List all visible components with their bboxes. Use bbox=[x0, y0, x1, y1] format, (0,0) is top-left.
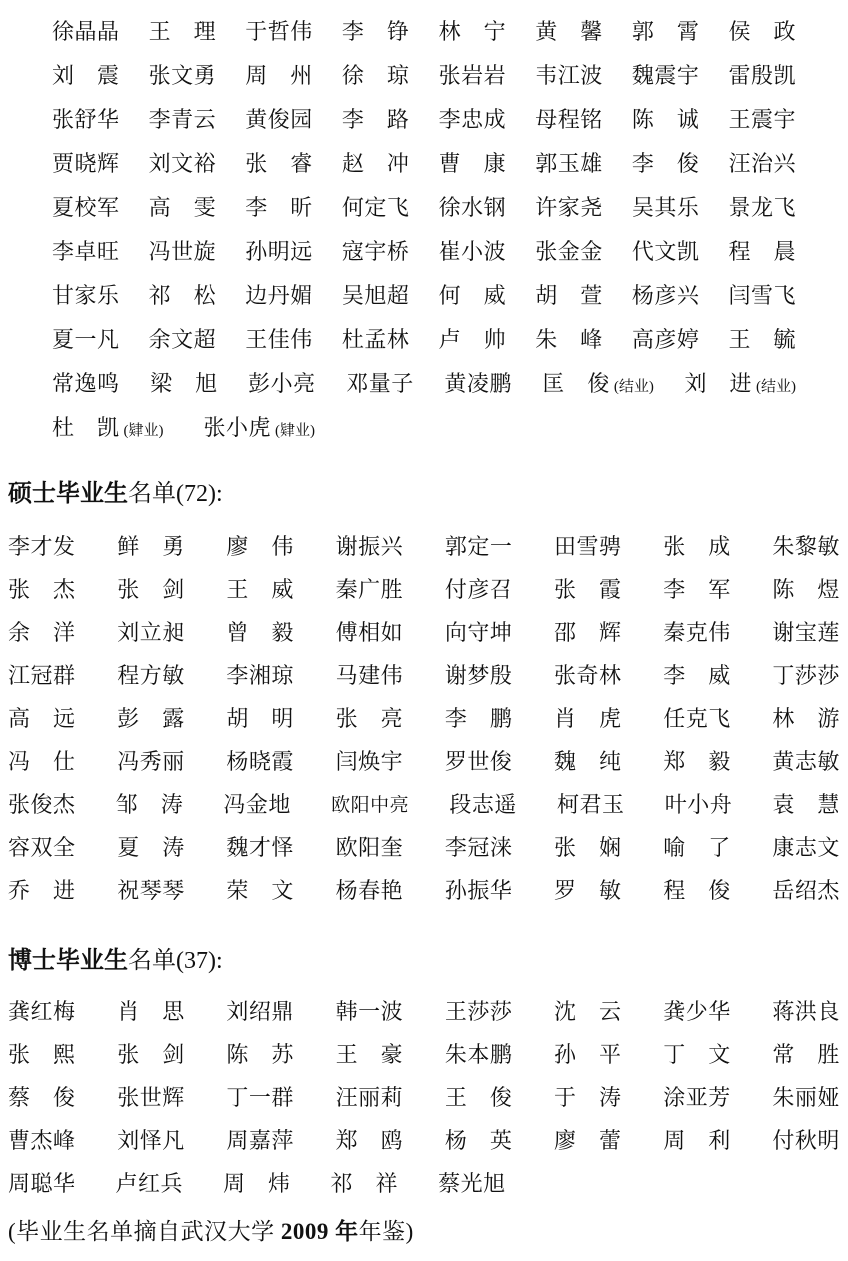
graduate-name: 常逸鸣 bbox=[52, 370, 120, 396]
graduate-name: 张 娴 bbox=[554, 835, 622, 860]
graduate-name: 涂亚芳 bbox=[663, 1085, 731, 1110]
graduate-name: 欧阳奎 bbox=[335, 835, 404, 860]
graduate-name: 雷殷凯 bbox=[728, 62, 796, 88]
graduate-name: 郑 毅 bbox=[663, 749, 731, 774]
graduate-name: 闫雪飞 bbox=[728, 282, 796, 308]
graduate-name: 张 杰 bbox=[8, 577, 76, 602]
graduate-name: 蔡光旭 bbox=[438, 1171, 506, 1196]
graduate-name: 李 昕 bbox=[245, 194, 313, 220]
graduate-name: 甘家乐 bbox=[52, 282, 120, 308]
name-row bbox=[8, 567, 840, 610]
graduate-name: 王 理 bbox=[148, 18, 217, 44]
graduate-name: 曹 康 bbox=[438, 150, 507, 176]
graduate-name: 王佳伟 bbox=[245, 326, 313, 352]
graduate-name: 韦江波 bbox=[535, 62, 603, 88]
name-row bbox=[8, 739, 840, 782]
graduate-name: 许家尧 bbox=[535, 194, 603, 220]
name-row bbox=[8, 868, 840, 911]
graduate-name: 荣 文 bbox=[226, 878, 294, 903]
graduate-name: 景龙飞 bbox=[728, 194, 796, 220]
graduate-name: 陈 诚 bbox=[631, 106, 700, 132]
graduate-name: 刘怿凡 bbox=[117, 1128, 185, 1153]
graduate-name: 贾晓辉 bbox=[52, 150, 120, 176]
name-row bbox=[52, 8, 796, 52]
graduate-name: 曾 毅 bbox=[226, 620, 294, 645]
graduate-name: 罗 敏 bbox=[554, 878, 622, 903]
graduate-name: 刘文裕 bbox=[148, 150, 217, 176]
name-row bbox=[52, 228, 796, 272]
graduate-name: 杨彦兴 bbox=[631, 282, 700, 308]
name-row bbox=[8, 989, 840, 1032]
graduate-name: 侯 政 bbox=[728, 18, 796, 44]
graduate-name: 秦克伟 bbox=[663, 620, 731, 645]
graduate-name: 高彦婷 bbox=[631, 326, 700, 352]
graduate-name: 刘 震 bbox=[52, 62, 120, 88]
graduate-name: 程 俊 bbox=[663, 878, 731, 903]
graduate-name: 胡 明 bbox=[226, 706, 294, 731]
graduate-name: 刘绍鼎 bbox=[226, 999, 294, 1024]
graduate-name: 丁一群 bbox=[226, 1085, 294, 1110]
graduate-name: 周 州 bbox=[245, 62, 313, 88]
graduate-name: 容双全 bbox=[8, 835, 76, 860]
graduate-name: 张 霞 bbox=[554, 577, 622, 602]
source-note-pre: (毕业生名单摘自武汉大学 bbox=[8, 1219, 281, 1244]
graduate-name: 黄志敏 bbox=[772, 749, 840, 774]
graduate-name: 胡 萱 bbox=[535, 282, 603, 308]
graduate-name: 夏校军 bbox=[52, 194, 120, 220]
graduate-name: 陈 煜 bbox=[772, 577, 840, 602]
graduate-name: 梁 旭 bbox=[150, 370, 218, 396]
graduate-name: 代文凯 bbox=[631, 238, 700, 264]
graduate-name: 周 利 bbox=[663, 1128, 731, 1153]
graduate-name: 王莎莎 bbox=[444, 999, 513, 1024]
graduate-name: 母程铭 bbox=[535, 106, 603, 132]
doctoral-section-heading bbox=[8, 945, 840, 977]
graduate-name: 向守坤 bbox=[444, 620, 513, 645]
name-row bbox=[8, 1032, 840, 1075]
graduate-name: 刘立昶 bbox=[117, 620, 185, 645]
graduate-name: 秦广胜 bbox=[335, 577, 404, 602]
graduate-name: 欧阳中亮 bbox=[331, 795, 410, 816]
graduate-name: 刘 进 (结业) bbox=[684, 370, 796, 396]
graduate-name: 龚少华 bbox=[663, 999, 731, 1024]
graduate-name: 蔡 俊 bbox=[8, 1085, 76, 1110]
graduate-name: 邵 辉 bbox=[554, 620, 622, 645]
source-note bbox=[8, 1214, 840, 1250]
completion-status-note: (肄业) bbox=[123, 422, 164, 439]
graduate-name: 郭玉雄 bbox=[535, 150, 603, 176]
graduate-name: 马建伟 bbox=[335, 663, 404, 688]
graduate-name: 丁莎莎 bbox=[772, 663, 840, 688]
graduate-name: 张 熙 bbox=[8, 1042, 76, 1067]
graduate-name: 江冠群 bbox=[8, 663, 76, 688]
graduate-name: 杜 凯 (肄业) bbox=[52, 414, 164, 440]
graduate-name: 孙振华 bbox=[444, 878, 513, 903]
graduate-name: 冯世旋 bbox=[148, 238, 217, 264]
graduate-name: 李 俊 bbox=[631, 150, 700, 176]
graduate-name: 徐晶晶 bbox=[52, 18, 120, 44]
graduate-name: 沈 云 bbox=[554, 999, 622, 1024]
name-row bbox=[52, 184, 796, 228]
graduate-name: 冯 仕 bbox=[8, 749, 76, 774]
graduate-name: 王 威 bbox=[226, 577, 294, 602]
graduate-name: 周聪华 bbox=[8, 1171, 76, 1196]
masters-section-heading bbox=[8, 478, 840, 510]
graduate-name: 朱黎敏 bbox=[772, 534, 840, 559]
section-heading-rest: 名单(72): bbox=[128, 481, 223, 507]
graduate-name: 廖 伟 bbox=[226, 534, 294, 559]
graduate-name: 郑 鸥 bbox=[335, 1128, 404, 1153]
graduate-name: 黄俊园 bbox=[245, 106, 313, 132]
graduate-name: 罗世俊 bbox=[444, 749, 513, 774]
name-row bbox=[52, 140, 796, 184]
graduate-name: 叶小舟 bbox=[664, 792, 733, 817]
graduate-name: 郭定一 bbox=[444, 534, 513, 559]
graduate-name: 谢宝莲 bbox=[772, 620, 840, 645]
graduate-name: 岳绍杰 bbox=[772, 878, 840, 903]
graduate-name: 丁 文 bbox=[663, 1042, 731, 1067]
graduate-name: 何定飞 bbox=[341, 194, 410, 220]
graduate-name: 闫焕宇 bbox=[335, 749, 404, 774]
name-row bbox=[8, 653, 840, 696]
graduate-name: 吴旭超 bbox=[341, 282, 410, 308]
graduate-name: 魏才怿 bbox=[226, 835, 294, 860]
graduate-name: 匡 俊 (结业) bbox=[542, 370, 654, 396]
graduate-name: 张俊杰 bbox=[8, 792, 76, 817]
graduate-name: 李 路 bbox=[341, 106, 410, 132]
graduate-name: 鲜 勇 bbox=[117, 534, 185, 559]
graduate-name: 卢 帅 bbox=[438, 326, 507, 352]
name-row bbox=[52, 96, 796, 140]
graduate-name: 付彦召 bbox=[444, 577, 513, 602]
completion-status-note: (结业) bbox=[755, 378, 796, 395]
graduate-name: 徐 琼 bbox=[341, 62, 410, 88]
graduate-name: 边丹媚 bbox=[245, 282, 313, 308]
graduate-name: 林 游 bbox=[772, 706, 840, 731]
graduate-name: 赵 冲 bbox=[341, 150, 410, 176]
name-row bbox=[52, 404, 796, 448]
graduate-name: 李冠涞 bbox=[444, 835, 513, 860]
section-heading-rest: 名单(37): bbox=[128, 948, 223, 974]
graduate-name: 杨 英 bbox=[444, 1128, 513, 1153]
graduate-name: 吴其乐 bbox=[631, 194, 700, 220]
graduate-name: 汪丽莉 bbox=[335, 1085, 404, 1110]
name-row bbox=[8, 1161, 840, 1204]
graduate-name: 杨晓霞 bbox=[226, 749, 294, 774]
name-row bbox=[8, 825, 840, 868]
graduate-name: 傅相如 bbox=[335, 620, 404, 645]
graduate-name: 林 宁 bbox=[438, 18, 507, 44]
graduate-name: 张小虎 (肄业) bbox=[203, 414, 316, 440]
graduate-name: 祝琴琴 bbox=[117, 878, 185, 903]
graduate-name: 蒋洪良 bbox=[772, 999, 840, 1024]
source-note-post: 年鉴) bbox=[358, 1219, 414, 1244]
graduate-name: 任克飞 bbox=[663, 706, 731, 731]
graduate-name: 黄 馨 bbox=[535, 18, 603, 44]
graduate-name: 寇宇桥 bbox=[341, 238, 410, 264]
graduate-name: 张 剑 bbox=[117, 577, 185, 602]
graduate-name: 李 铮 bbox=[341, 18, 410, 44]
graduate-name: 邹 涛 bbox=[115, 792, 184, 817]
graduate-name: 彭 露 bbox=[117, 706, 185, 731]
graduate-name: 程 晨 bbox=[728, 238, 796, 264]
graduate-name: 李青云 bbox=[148, 106, 217, 132]
graduate-name: 张 亮 bbox=[335, 706, 404, 731]
graduate-name: 汪治兴 bbox=[728, 150, 796, 176]
graduate-name: 黄凌鹏 bbox=[444, 370, 512, 396]
graduate-name: 喻 了 bbox=[663, 835, 731, 860]
graduate-name: 冯秀丽 bbox=[117, 749, 185, 774]
name-row bbox=[52, 272, 796, 316]
graduate-name: 付秋明 bbox=[772, 1128, 840, 1153]
graduate-name: 康志文 bbox=[772, 835, 840, 860]
graduate-name: 夏 涛 bbox=[117, 835, 185, 860]
graduate-name: 朱丽娅 bbox=[772, 1085, 840, 1110]
graduate-name: 余文超 bbox=[148, 326, 217, 352]
name-grid bbox=[52, 8, 796, 448]
graduate-name: 张金金 bbox=[535, 238, 603, 264]
graduate-name: 祁 松 bbox=[148, 282, 217, 308]
graduate-name: 田雪骋 bbox=[554, 534, 622, 559]
name-row bbox=[8, 782, 840, 825]
name-row bbox=[8, 696, 840, 739]
graduate-name: 魏 纯 bbox=[554, 749, 622, 774]
graduate-name: 李 鹏 bbox=[444, 706, 513, 731]
graduate-name: 崔小波 bbox=[438, 238, 507, 264]
graduate-name: 廖 蕾 bbox=[554, 1128, 622, 1153]
graduate-name: 李 军 bbox=[663, 577, 731, 602]
section-heading-bold: 博士毕业生 bbox=[8, 948, 128, 974]
graduate-name: 卢红兵 bbox=[115, 1171, 184, 1196]
graduate-name: 张世辉 bbox=[117, 1085, 185, 1110]
graduate-name: 张岩岩 bbox=[438, 62, 507, 88]
masters-section bbox=[8, 478, 840, 911]
name-row bbox=[8, 1075, 840, 1118]
section-heading-bold: 硕士毕业生 bbox=[8, 481, 128, 507]
graduate-name: 张 剑 bbox=[117, 1042, 185, 1067]
doctoral-section bbox=[8, 945, 840, 1204]
graduate-name: 乔 进 bbox=[8, 878, 76, 903]
graduate-name: 韩一波 bbox=[335, 999, 404, 1024]
graduate-name: 何 威 bbox=[438, 282, 507, 308]
name-row bbox=[52, 52, 796, 96]
graduate-name: 王 毓 bbox=[728, 326, 796, 352]
graduate-name: 张奇林 bbox=[554, 663, 622, 688]
name-row bbox=[8, 610, 840, 653]
source-note-year: 2009 年 bbox=[280, 1219, 359, 1244]
graduate-name: 郭 霄 bbox=[631, 18, 700, 44]
graduate-name: 肖 思 bbox=[117, 999, 185, 1024]
graduate-name: 柯君玉 bbox=[557, 792, 625, 817]
graduate-name: 李卓旺 bbox=[52, 238, 120, 264]
completion-status-note: (结业) bbox=[613, 378, 654, 395]
graduate-name: 程方敏 bbox=[117, 663, 185, 688]
name-grid bbox=[8, 989, 840, 1204]
graduate-name: 彭小亮 bbox=[248, 370, 316, 396]
graduate-name: 杨春艳 bbox=[335, 878, 404, 903]
graduate-name: 王 俊 bbox=[444, 1085, 513, 1110]
name-row bbox=[52, 316, 796, 360]
graduate-name: 魏震宇 bbox=[631, 62, 700, 88]
graduate-name: 段志遥 bbox=[449, 792, 517, 817]
graduate-name: 王震宇 bbox=[728, 106, 796, 132]
graduate-name: 孙明远 bbox=[245, 238, 313, 264]
graduate-name: 袁 慧 bbox=[772, 792, 840, 817]
graduate-name: 杜孟林 bbox=[341, 326, 410, 352]
graduate-name: 常 胜 bbox=[772, 1042, 840, 1067]
graduate-name: 朱 峰 bbox=[535, 326, 603, 352]
name-row bbox=[52, 360, 796, 404]
name-row bbox=[8, 524, 840, 567]
graduate-name: 余 洋 bbox=[8, 620, 76, 645]
graduate-name: 徐水钢 bbox=[438, 194, 507, 220]
graduate-name: 谢振兴 bbox=[335, 534, 404, 559]
graduate-name: 张舒华 bbox=[52, 106, 120, 132]
graduate-name: 于哲伟 bbox=[245, 18, 313, 44]
graduate-name: 谢梦殷 bbox=[444, 663, 513, 688]
completion-status-note: (肄业) bbox=[275, 422, 316, 439]
graduate-name: 李 威 bbox=[663, 663, 731, 688]
graduate-name: 肖 虎 bbox=[554, 706, 622, 731]
graduate-name: 张文勇 bbox=[148, 62, 217, 88]
name-grid bbox=[8, 524, 840, 911]
graduate-name: 张 睿 bbox=[245, 150, 313, 176]
graduate-name: 李湘琼 bbox=[226, 663, 294, 688]
graduate-name: 王 豪 bbox=[335, 1042, 404, 1067]
undergrad-name-list-section bbox=[8, 8, 840, 448]
graduate-name: 龚红梅 bbox=[8, 999, 76, 1024]
graduate-name: 于 涛 bbox=[554, 1085, 622, 1110]
graduate-name: 孙 平 bbox=[554, 1042, 622, 1067]
graduate-name: 邓量子 bbox=[346, 370, 414, 396]
graduate-name: 冯金地 bbox=[223, 792, 291, 817]
graduate-name: 李才发 bbox=[8, 534, 76, 559]
graduate-name: 高 雯 bbox=[148, 194, 217, 220]
graduate-name: 夏一凡 bbox=[52, 326, 120, 352]
graduate-name: 周 炜 bbox=[223, 1171, 291, 1196]
graduate-name: 周嘉萍 bbox=[226, 1128, 294, 1153]
graduate-name: 朱本鹏 bbox=[444, 1042, 513, 1067]
graduate-name: 李忠成 bbox=[438, 106, 507, 132]
graduate-name: 高 远 bbox=[8, 706, 76, 731]
graduate-name: 陈 苏 bbox=[226, 1042, 294, 1067]
graduate-name: 张 成 bbox=[663, 534, 731, 559]
graduate-name: 曹杰峰 bbox=[8, 1128, 76, 1153]
graduate-name: 祁 祥 bbox=[330, 1171, 399, 1196]
name-row bbox=[8, 1118, 840, 1161]
